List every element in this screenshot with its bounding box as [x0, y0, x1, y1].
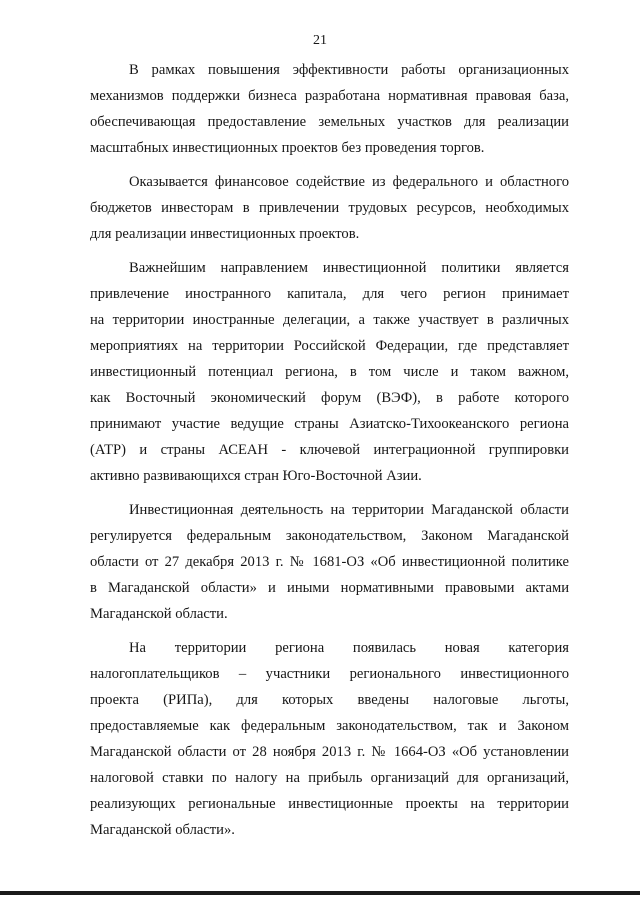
text-line: обеспечивающая предоставление земельных участков для реализации: [90, 114, 569, 130]
paragraph-financial-support: [90, 169, 569, 247]
text-line: Важнейшим направлением инвестиционной политики является: [129, 260, 569, 276]
text-line: активно развивающихся стран Юго-Восточной Азии.: [90, 468, 422, 484]
text-line: принимают участие ведущие страны Азиатско-Тихоокеанского региона: [90, 416, 569, 432]
text-line: области от 27 декабря 2013 г. № 1681-ОЗ «Об инвестиционной политике: [90, 554, 569, 570]
text-line: (АТР) и страны АСЕАН - ключевой интеграционной группировки: [90, 442, 569, 458]
page-number: 21: [313, 33, 327, 48]
text-line: бюджетов инвесторам в привлечении трудовых ресурсов, необходимых: [90, 200, 569, 216]
text-line: как Восточный экономический форум (ВЭФ), в работе которого: [90, 390, 569, 406]
text-line: налоговой ставки по налогу на прибыль организаций для организаций,: [90, 770, 569, 786]
scan-bottom-edge: [0, 891, 640, 895]
text-line: реализующих региональные инвестиционные проекты на территории: [90, 796, 569, 812]
paragraph-tax-benefits: [90, 635, 569, 843]
text-line: Магаданской области от 28 ноября 2013 г. № 1664-ОЗ «Об установлении: [90, 744, 569, 760]
text-line: мероприятиях на территории Российской Федерации, где представляет: [90, 338, 569, 354]
text-line: масштабных инвестиционных проектов без проведения торгов.: [90, 140, 485, 156]
text-line: Магаданской области».: [90, 822, 235, 838]
text-line: В рамках повышения эффективности работы организационных: [129, 62, 569, 78]
text-line: привлечение иностранного капитала, для чего регион принимает: [90, 286, 569, 302]
text-line: регулируется федеральным законодательством, Законом Магаданской: [90, 528, 569, 544]
paragraph-land-plots: [90, 57, 569, 161]
text-line: в Магаданской области» и иными нормативными правовыми актами: [90, 580, 569, 596]
text-line: На территории региона появилась новая категория: [129, 640, 569, 656]
text-line: Магаданской области.: [90, 606, 228, 622]
text-line: на территории иностранные делегации, а также участвует в различных: [90, 312, 569, 328]
text-line: Оказывается финансовое содействие из федерального и областного: [129, 174, 569, 190]
text-line: для реализации инвестиционных проектов.: [90, 226, 360, 242]
text-line: предоставляемые как федеральным законодательством, так и Законом: [90, 718, 569, 734]
text-line: проекта (РИПа), для которых введены налоговые льготы,: [90, 692, 569, 708]
text-line: инвестиционный потенциал региона, в том числе и таком важном,: [90, 364, 569, 380]
text-line: Инвестиционная деятельность на территории Магаданской области: [129, 502, 569, 518]
paragraph-legislation: [90, 497, 569, 627]
document-body: [90, 57, 569, 843]
text-line: механизмов поддержки бизнеса разработана нормативная правовая база,: [90, 88, 569, 104]
text-line: налогоплательщиков – участники регионального инвестиционного: [90, 666, 569, 682]
paragraph-foreign-capital: [90, 255, 569, 489]
